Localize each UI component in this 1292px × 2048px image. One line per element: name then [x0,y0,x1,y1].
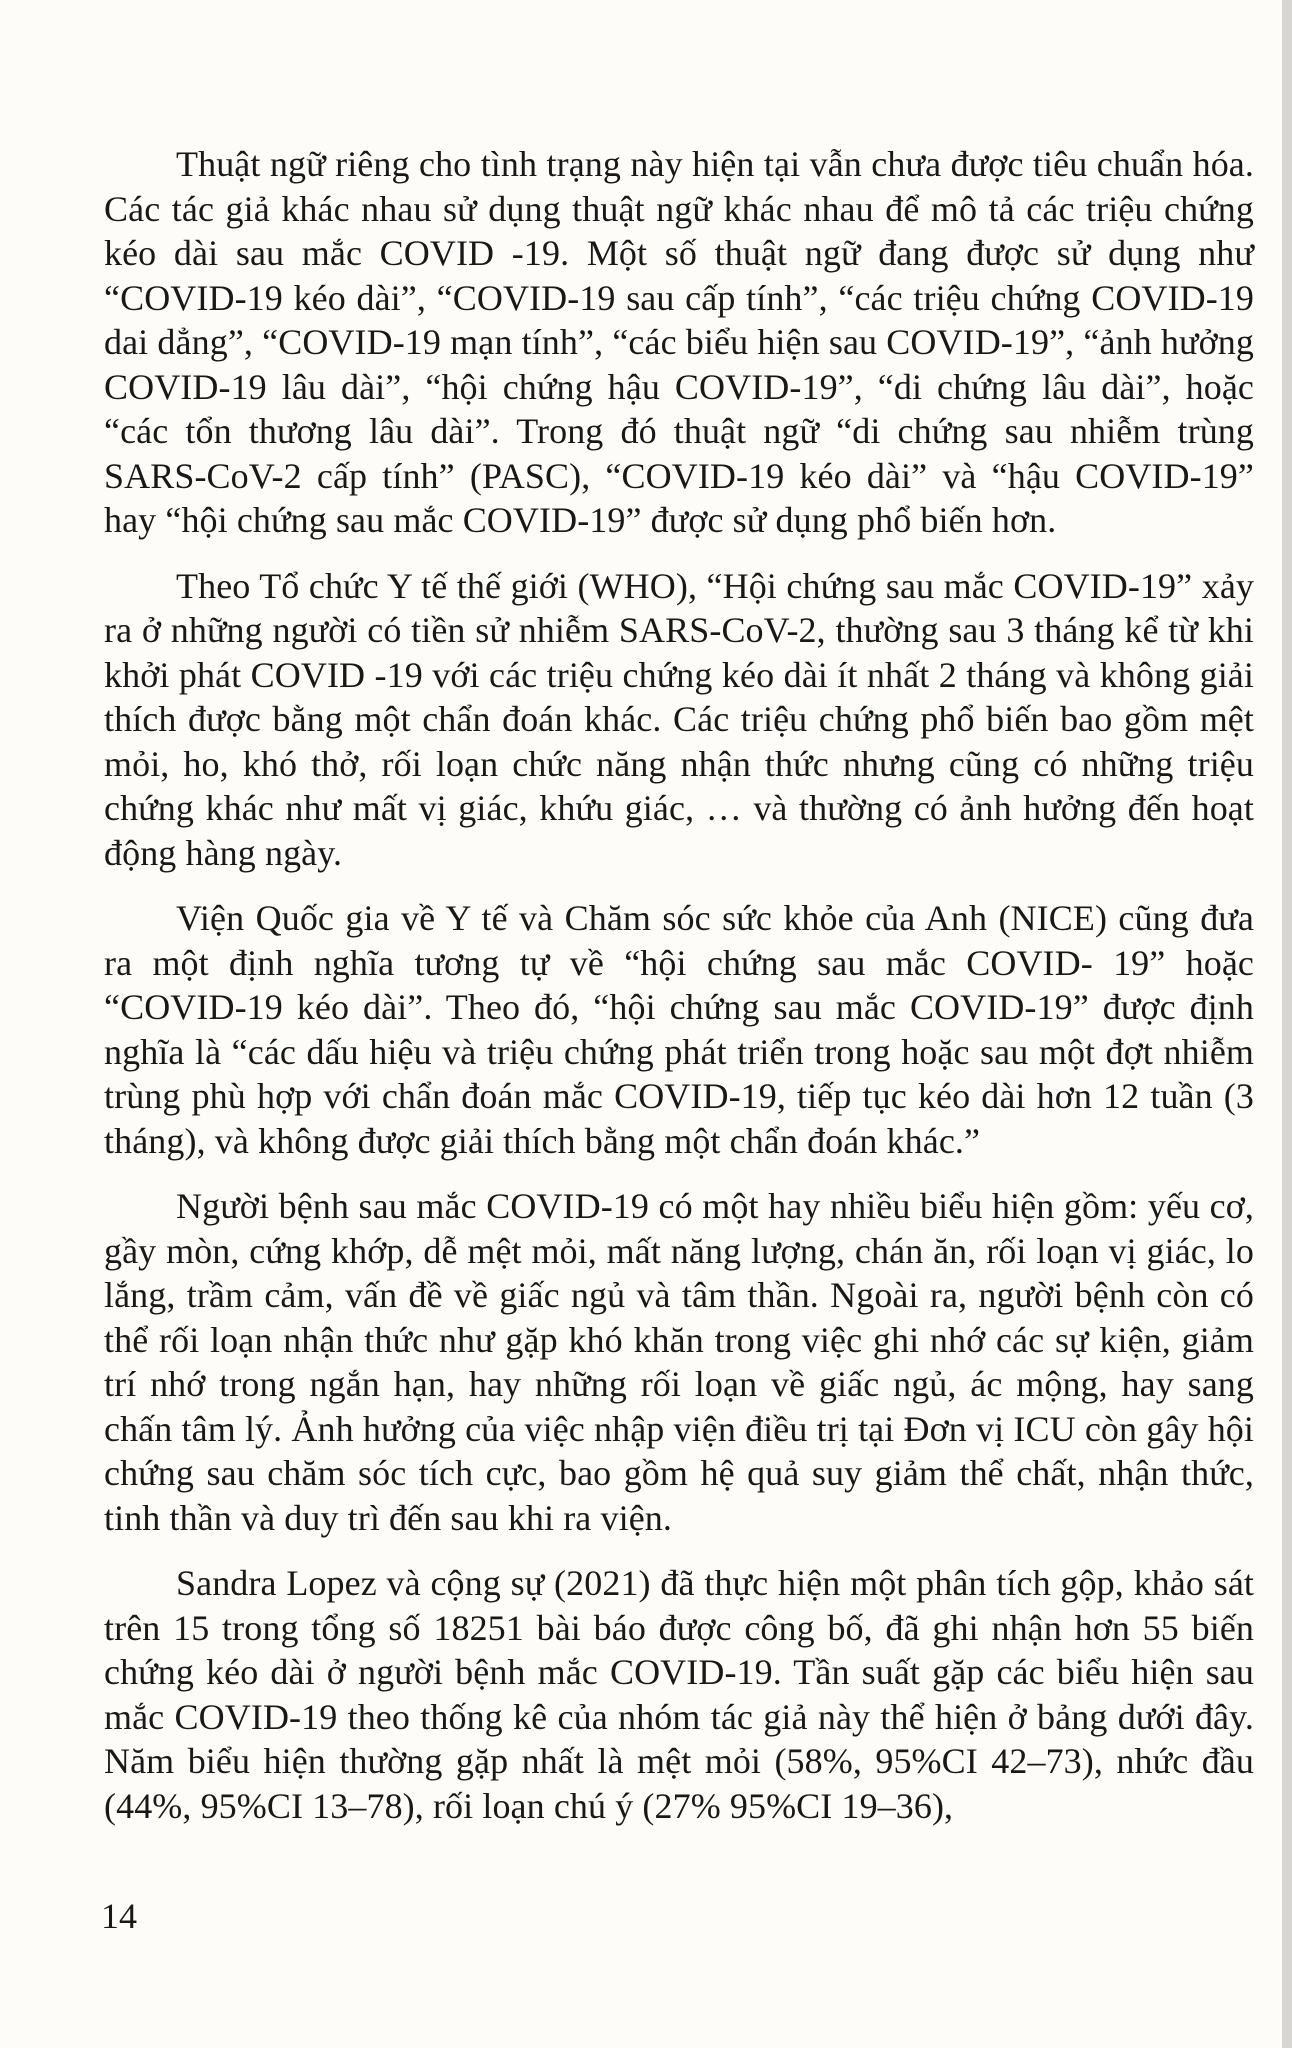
page-body [104,142,1254,1828]
paragraph-terminology: Thuật ngữ riêng cho tình trạng này hiện tại vẫn chưa được tiêu chuẩn hóa. Các tác giả khác nhau sử dụng thuật ngữ khác nhau để mô tả các triệu chứng kéo dài sau mắc COVID -19. Một số thuật ngữ đang được sử dụng như “COVID-19 kéo dài”, “COVID-19 sau cấp tính”, “các triệu chứng COVID-19 dai dẳng”, “COVID-19 mạn tính”, “các biểu hiện sau COVID-19”, “ảnh hưởng COVID-19 lâu dài”, “hội chứng hậu COVID-19”, “di chứng lâu dài”, hoặc “các tổn thương lâu dài”. Trong đó thuật ngữ “di chứng sau nhiễm trùng SARS-CoV-2 cấp tính” (PASC), “COVID-19 kéo dài” và “hậu COVID-19” hay “hội chứng sau mắc COVID-19” được sử dụng phổ biến hơn. [104,144,1254,540]
paragraph-meta-analysis: Sandra Lopez và cộng sự (2021) đã thực hiện một phân tích gộp, khảo sát trên 15 trong tổng số 18251 bài báo được công bố, đã ghi nhận hơn 55 biến chứng kéo dài ở người bệnh mắc COVID-19. Tần suất gặp các biểu hiện sau mắc COVID-19 theo thống kê của nhóm tác giả này thể hiện ở bảng dưới đây. Năm biểu hiện thường gặp nhất là mệt mỏi (58%, 95%CI 42–73), nhức đầu (44%, 95%CI 13–78), rối loạn chú ý (27% 95%CI 19–36), [104,1563,1254,1826]
paragraph-who-definition: Theo Tổ chức Y tế thế giới (WHO), “Hội chứng sau mắc COVID-19” xảy ra ở những người có tiền sử nhiễm SARS-CoV-2, thường sau 3 tháng kể từ khi khởi phát COVID -19 với các triệu chứng kéo dài ít nhất 2 tháng và không giải thích được bằng một chẩn đoán khác. Các triệu chứng phổ biến bao gồm mệt mỏi, ho, khó thở, rối loạn chức năng nhận thức nhưng cũng có những triệu chứng khác như mất vị giác, khứu giác, … và thường có ảnh hưởng đến hoạt động hàng ngày. [104,565,1254,873]
page-number: 14 [101,1896,137,1936]
paragraph-nice-definition: Viện Quốc gia về Y tế và Chăm sóc sức khỏe của Anh (NICE) cũng đưa ra một định nghĩa tương tự về “hội chứng sau mắc COVID- 19” hoặc “COVID-19 kéo dài”. Theo đó, “hội chứng sau mắc COVID-19” được định nghĩa là “các dấu hiệu và triệu chứng phát triển trong hoặc sau một đợt nhiễm trùng phù hợp với chẩn đoán mắc COVID-19, tiếp tục kéo dài hơn 12 tuần (3 tháng), và không được giải thích bằng một chẩn đoán khác.” [104,898,1254,1161]
paragraph-symptoms: Người bệnh sau mắc COVID-19 có một hay nhiều biểu hiện gồm: yếu cơ, gầy mòn, cứng khớp, dễ mệt mỏi, mất năng lượng, chán ăn, rối loạn vị giác, lo lắng, trầm cảm, vấn đề về giấc ngủ và tâm thần. Ngoài ra, người bệnh còn có thể rối loạn nhận thức như gặp khó khăn trong việc ghi nhớ các sự kiện, giảm trí nhớ trong ngắn hạn, hay những rối loạn về giấc ngủ, ác mộng, hay sang chấn tâm lý. Ảnh hưởng của việc nhập viện điều trị tại Đơn vị ICU còn gây hội chứng sau chăm sóc tích cực, bao gồm hệ quả suy giảm thể chất, nhận thức, tinh thần và duy trì đến sau khi ra viện. [104,1186,1254,1538]
